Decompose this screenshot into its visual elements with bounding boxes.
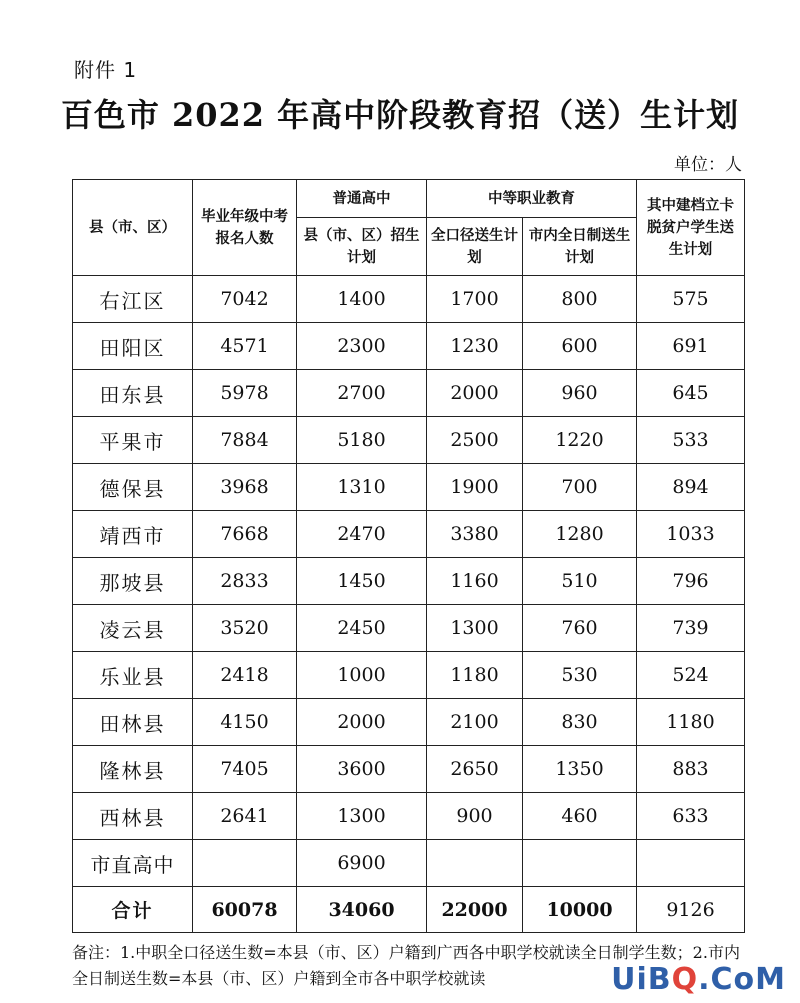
total-city-fulltime: 10000 — [523, 887, 637, 933]
total-row — [73, 887, 745, 933]
footnote: 备注：1.中职全口径送生数=本县（市、区）户籍到广西各中职学校就读全日制学生数；2.市内全日制送生数=本县（市、区）户籍到全市各中职学校就读 — [72, 943, 740, 988]
table-row — [73, 699, 745, 746]
cell-county: 那坡县 — [73, 558, 193, 605]
page-title: 百色市 2022 年高中阶段教育招（送）生计划 — [60, 96, 740, 134]
cell-full-route: 1700 — [427, 276, 523, 323]
cell-general: 1450 — [297, 558, 427, 605]
total-full-route: 22000 — [427, 887, 523, 933]
cell-city-fulltime: 530 — [523, 652, 637, 699]
cell-applicants: 2641 — [193, 793, 297, 840]
cell-general: 1000 — [297, 652, 427, 699]
table-row — [73, 746, 745, 793]
cell-applicants: 2833 — [193, 558, 297, 605]
cell-general: 3600 — [297, 746, 427, 793]
cell-applicants — [193, 840, 297, 887]
cell-county: 西林县 — [73, 793, 193, 840]
header-poverty-plan: 其中建档立卡脱贫户学生送生计划 — [637, 180, 745, 276]
cell-county: 田东县 — [73, 370, 193, 417]
header-general-plan: 县（市、区）招生计划 — [297, 218, 427, 276]
cell-poverty: 894 — [637, 464, 745, 511]
cell-full-route — [427, 840, 523, 887]
table-row — [73, 840, 745, 887]
table-row — [73, 558, 745, 605]
total-general: 34060 — [297, 887, 427, 933]
total-poverty: 9126 — [637, 887, 745, 933]
cell-county: 靖西市 — [73, 511, 193, 558]
cell-full-route: 1300 — [427, 605, 523, 652]
cell-poverty: 691 — [637, 323, 745, 370]
cell-full-route: 1180 — [427, 652, 523, 699]
cell-city-fulltime: 510 — [523, 558, 637, 605]
site-watermark — [611, 962, 786, 997]
cell-applicants: 4150 — [193, 699, 297, 746]
cell-county: 市直高中 — [73, 840, 193, 887]
total-label: 合计 — [73, 887, 193, 933]
cell-applicants: 7042 — [193, 276, 297, 323]
cell-full-route: 900 — [427, 793, 523, 840]
cell-poverty: 533 — [637, 417, 745, 464]
cell-poverty: 645 — [637, 370, 745, 417]
table-row — [73, 793, 745, 840]
cell-general: 2300 — [297, 323, 427, 370]
header-exam-applicants: 毕业年级中考报名人数 — [193, 180, 297, 276]
table-row — [73, 370, 745, 417]
cell-applicants: 4571 — [193, 323, 297, 370]
cell-city-fulltime: 1220 — [523, 417, 637, 464]
cell-applicants: 7668 — [193, 511, 297, 558]
cell-city-fulltime: 800 — [523, 276, 637, 323]
cell-city-fulltime: 960 — [523, 370, 637, 417]
total-applicants: 60078 — [193, 887, 297, 933]
cell-general: 2450 — [297, 605, 427, 652]
cell-county: 隆林县 — [73, 746, 193, 793]
cell-full-route: 2000 — [427, 370, 523, 417]
cell-city-fulltime — [523, 840, 637, 887]
cell-county: 田阳区 — [73, 323, 193, 370]
cell-general: 6900 — [297, 840, 427, 887]
cell-city-fulltime: 700 — [523, 464, 637, 511]
unit-label: 单位：人 — [674, 155, 742, 175]
cell-county: 凌云县 — [73, 605, 193, 652]
table-row — [73, 464, 745, 511]
table-row — [73, 652, 745, 699]
table-row — [73, 276, 745, 323]
cell-full-route: 1230 — [427, 323, 523, 370]
cell-poverty: 1033 — [637, 511, 745, 558]
cell-poverty: 575 — [637, 276, 745, 323]
cell-general: 1300 — [297, 793, 427, 840]
table-row — [73, 511, 745, 558]
cell-general: 2470 — [297, 511, 427, 558]
table-row — [73, 323, 745, 370]
cell-general: 5180 — [297, 417, 427, 464]
cell-city-fulltime: 460 — [523, 793, 637, 840]
header-vocational-group: 中等职业教育 — [427, 180, 637, 218]
watermark-suffix: .CoM — [698, 962, 786, 997]
cell-city-fulltime: 600 — [523, 323, 637, 370]
header-vocational-full-route: 全口径送生计划 — [427, 218, 523, 276]
cell-full-route: 2650 — [427, 746, 523, 793]
cell-applicants: 5978 — [193, 370, 297, 417]
cell-county: 田林县 — [73, 699, 193, 746]
cell-city-fulltime: 760 — [523, 605, 637, 652]
cell-city-fulltime: 830 — [523, 699, 637, 746]
watermark-prefix: UiB — [611, 962, 672, 997]
header-vocational-city-fulltime: 市内全日制送生计划 — [523, 218, 637, 276]
cell-full-route: 1900 — [427, 464, 523, 511]
cell-poverty: 524 — [637, 652, 745, 699]
cell-applicants: 7884 — [193, 417, 297, 464]
cell-county: 平果市 — [73, 417, 193, 464]
watermark-dot: Q — [671, 962, 699, 997]
cell-city-fulltime: 1280 — [523, 511, 637, 558]
cell-county: 乐业县 — [73, 652, 193, 699]
cell-poverty: 796 — [637, 558, 745, 605]
header-general-group: 普通高中 — [297, 180, 427, 218]
cell-applicants: 7405 — [193, 746, 297, 793]
cell-poverty — [637, 840, 745, 887]
cell-full-route: 2100 — [427, 699, 523, 746]
cell-applicants: 3520 — [193, 605, 297, 652]
table-row — [73, 417, 745, 464]
cell-general: 1310 — [297, 464, 427, 511]
cell-general: 2000 — [297, 699, 427, 746]
cell-poverty: 883 — [637, 746, 745, 793]
cell-general: 1400 — [297, 276, 427, 323]
enrollment-plan-table — [72, 179, 745, 933]
cell-full-route: 1160 — [427, 558, 523, 605]
cell-poverty: 633 — [637, 793, 745, 840]
cell-full-route: 3380 — [427, 511, 523, 558]
cell-county: 右江区 — [73, 276, 193, 323]
cell-general: 2700 — [297, 370, 427, 417]
cell-poverty: 739 — [637, 605, 745, 652]
cell-county: 德保县 — [73, 464, 193, 511]
header-county: 县（市、区） — [73, 180, 193, 276]
cell-applicants: 3968 — [193, 464, 297, 511]
cell-full-route: 2500 — [427, 417, 523, 464]
cell-poverty: 1180 — [637, 699, 745, 746]
attachment-label: 附件 1 — [74, 58, 138, 82]
cell-city-fulltime: 1350 — [523, 746, 637, 793]
cell-applicants: 2418 — [193, 652, 297, 699]
table-row — [73, 605, 745, 652]
